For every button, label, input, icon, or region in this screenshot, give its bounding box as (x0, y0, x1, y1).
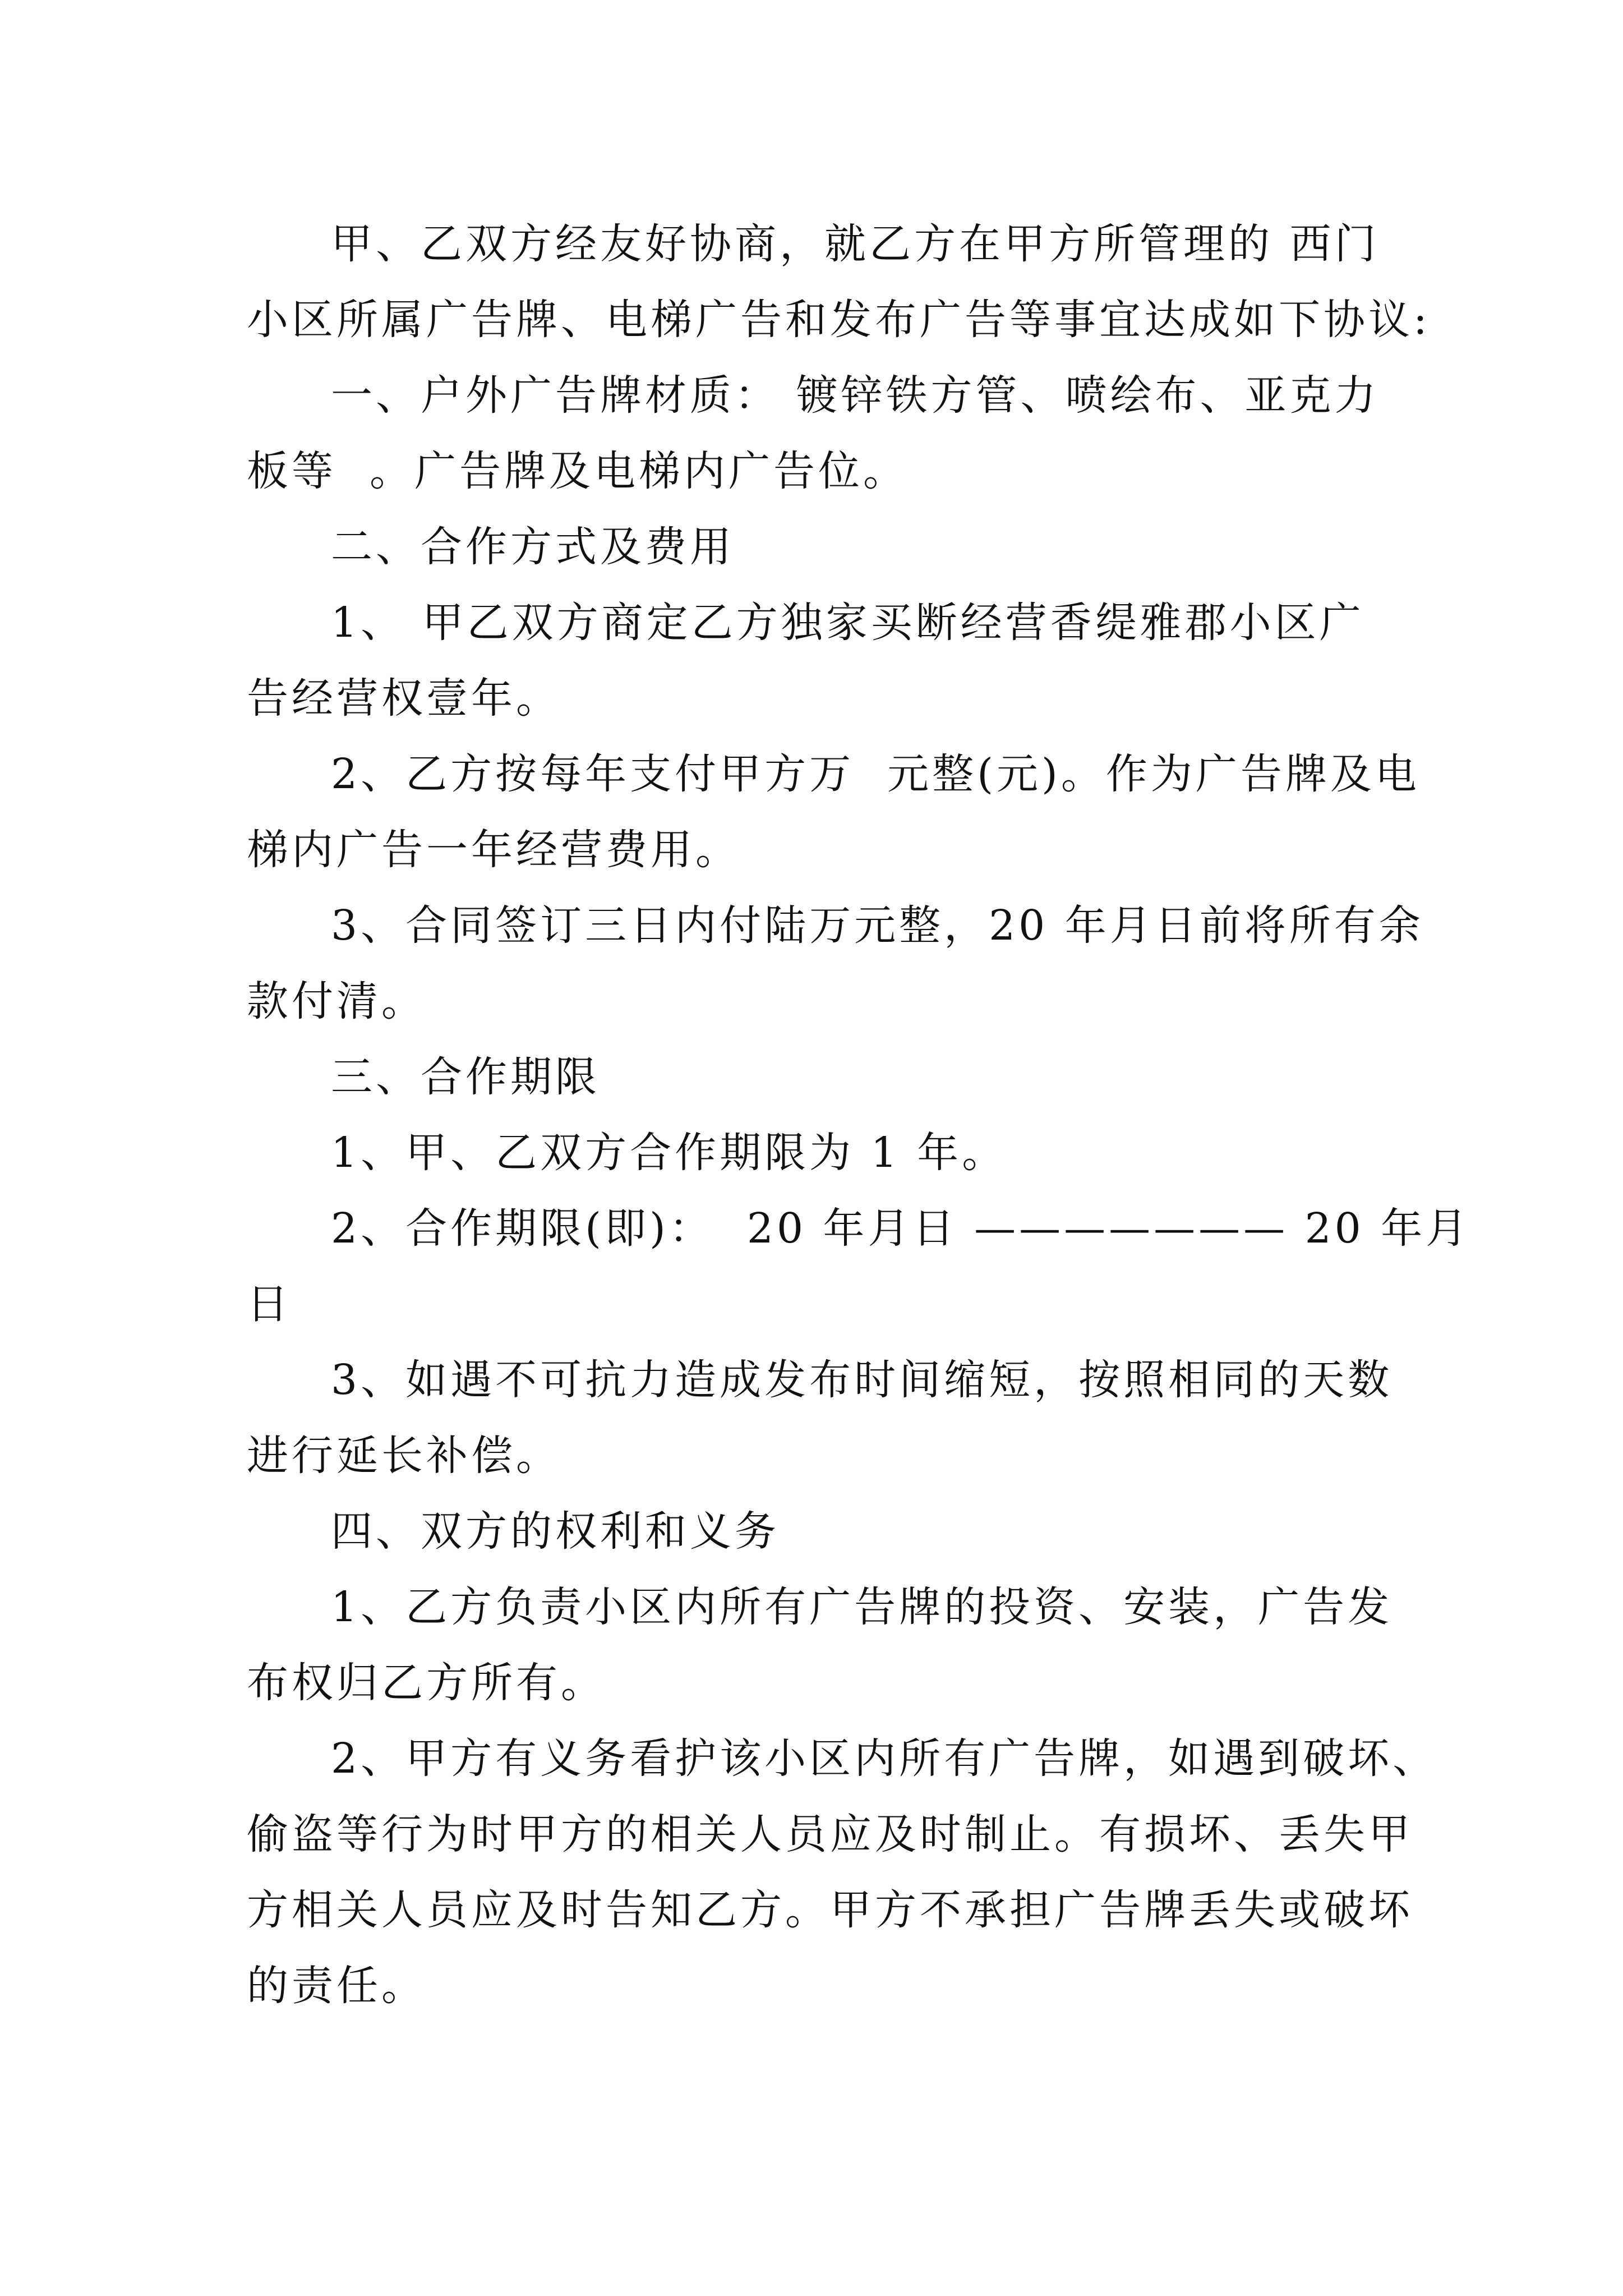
section-4-item-1-line-2: 布权归乙方所有。 (247, 1659, 606, 1707)
section-2-item-3-line-1: 3、合同签订三日内付陆万元整，20 年月日前将所有余 (331, 901, 1424, 950)
section-3-item-3-line-1: 3、如遇不可抗力造成发布时间缩短，按照相同的天数 (331, 1356, 1393, 1404)
section-4-heading: 四、双方的权利和义务 (331, 1507, 780, 1556)
section-3-item-2-line-1: 2、合作期限(即)： 20 年月日 ——————— 20 年月 (331, 1204, 1471, 1253)
section-2-item-2-line-2: 梯内广告一年经营费用。 (247, 826, 740, 874)
paragraph-intro-line-1: 甲、乙双方经友好协商，就乙方在甲方所管理的 西门 (331, 220, 1380, 268)
section-2-item-2-line-1: 2、乙方按每年支付甲方万 元整(元)。作为广告牌及电 (331, 750, 1420, 798)
section-3-item-2-line-2: 日 (247, 1280, 292, 1328)
section-4-item-1-line-1: 1、乙方负责小区内所有广告牌的投资、安装，广告发 (331, 1583, 1393, 1631)
paragraph-intro-line-2: 小区所属广告牌、电梯广告和发布广告等事宜达成如下协议: (247, 296, 1431, 344)
clause-1-line-2: 板等 。广告牌及电梯内广告位。 (247, 447, 909, 495)
section-3-item-1: 1、甲、乙双方合作期限为 1 年。 (331, 1129, 1007, 1177)
section-2-item-1-line-2: 告经营权壹年。 (247, 674, 561, 723)
section-4-item-2-line-3: 方相关人员应及时告知乙方。甲方不承担广告牌丢失或破坏 (247, 1886, 1413, 1934)
section-4-item-2-line-1: 2、甲方有义务看护该小区内所有广告牌，如遇到破坏、 (331, 1734, 1438, 1783)
section-3-heading: 三、合作期限 (331, 1053, 600, 1101)
clause-1-line-1: 一、户外广告牌材质： 镀锌铁方管、喷绘布、亚克力 (331, 371, 1380, 420)
section-4-item-2-line-2: 偷盗等行为时甲方的相关人员应及时制止。有损坏、丢失甲 (247, 1810, 1413, 1858)
section-4-item-2-line-4: 的责任。 (247, 1962, 426, 2010)
section-2-item-3-line-2: 款付清。 (247, 977, 426, 1025)
section-2-item-1-line-1: 1、 甲乙双方商定乙方独家买断经营香缇雅郡小区广 (331, 599, 1364, 647)
section-2-heading: 二、合作方式及费用 (331, 523, 735, 571)
section-3-item-3-line-2: 进行延长补偿。 (247, 1432, 561, 1480)
